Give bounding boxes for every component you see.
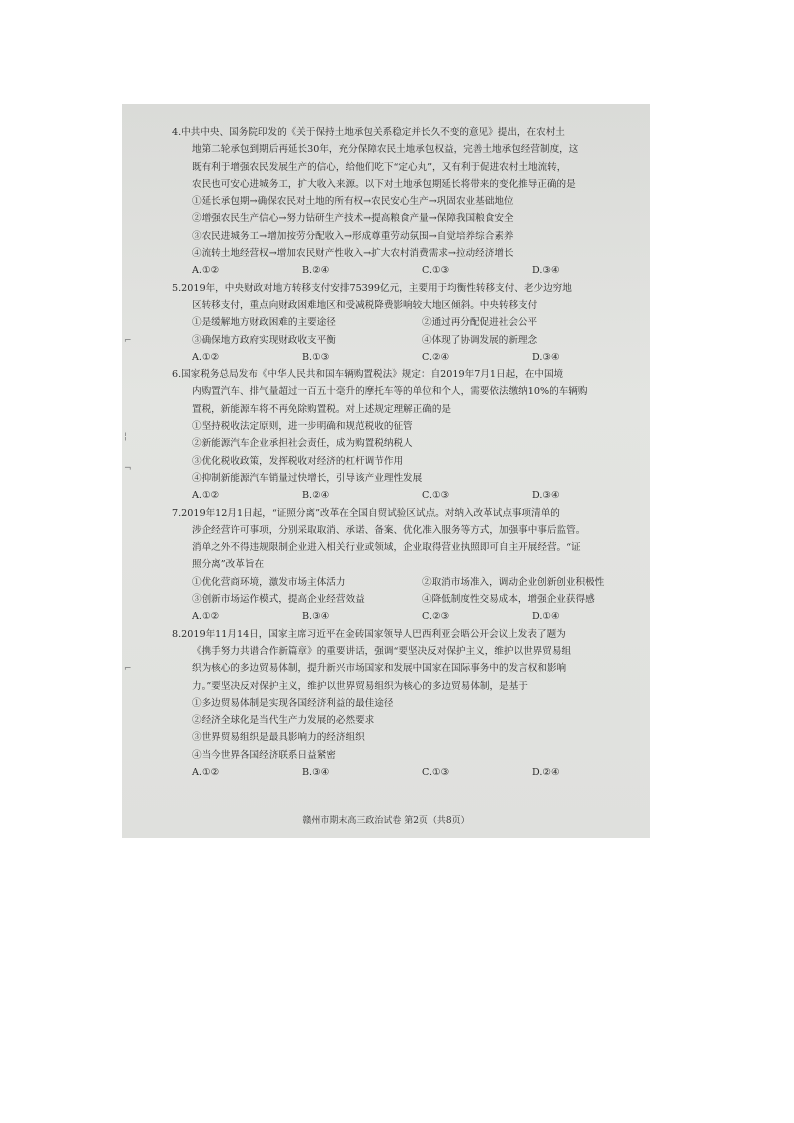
option-c: C.①③ — [422, 766, 450, 778]
margin-mark: ¬ — [124, 464, 132, 474]
question-stem-line: 内购置汽车、排气量超过一百五十毫升的摩托车等的单位和个人，需要依法缴纳10%的车辆购 — [192, 386, 588, 398]
choice-item: ②经济全球化是当代生产力发展的必然要求 — [192, 715, 375, 727]
choice-item: ③确保地方政府实现财政收支平衡 — [192, 334, 336, 346]
option-c: C.②③ — [422, 611, 450, 623]
choice-item: ②新能源汽车企业承担社会责任，成为购置税纳税人 — [192, 438, 413, 450]
choice-item: ③优化税收政策，发挥税收对经济的杠杆调节作用 — [192, 455, 404, 467]
margin-mark: ¦ — [124, 432, 128, 442]
question-stem-line: 涉企经营许可事项，分别采取取消、承诺、备案、优化准入服务等方式，加强事中事后监管。 — [192, 524, 586, 536]
choice-item: ④降低制度性交易成本，增强企业获得感 — [422, 594, 595, 606]
choice-pair — [172, 591, 650, 608]
choice-item: ②增强农民生产信心→努力钻研生产技术→提高粮食产量→保障我国粮食安全 — [192, 213, 514, 225]
answer-options — [172, 262, 650, 279]
scanned-page-photo — [122, 104, 650, 838]
question-7 — [172, 505, 650, 626]
question-stem-line: 置税，新能源车将不再免除购置税。对上述规定理解正确的是 — [192, 403, 452, 415]
choice-item: ④抑制新能源汽车销量过快增长，引导该产业理性发展 — [192, 472, 423, 484]
margin-mark: ⌐ — [124, 336, 132, 346]
choice-item: ③创新市场运作模式，提高企业经营效益 — [192, 594, 365, 606]
option-d: D.③④ — [532, 351, 560, 363]
answer-options — [172, 349, 650, 366]
choice-item: ①优化营商环境，激发市场主体活力 — [192, 576, 346, 588]
margin-mark: ⌐ — [124, 664, 132, 674]
question-stem-line: 8.2019年11月14日，国家主席习近平在金砖国家领导人巴西利亚会晤公开会议上发表了题为 — [172, 628, 566, 640]
answer-options — [172, 608, 650, 625]
question-stem-line: 7.2019年12月1日起，“证照分离”改革在全国自贸试验区试点。对纳入改革试点事项清单的 — [172, 507, 560, 519]
choice-pair — [172, 332, 650, 349]
question-5 — [172, 280, 650, 366]
question-stem-text: “证 — [566, 542, 581, 554]
option-a: A.①② — [192, 490, 220, 502]
option-c: C.①③ — [422, 265, 450, 277]
option-b: B.①③ — [302, 351, 330, 363]
choice-item: ④体现了协调发展的新理念 — [422, 334, 538, 346]
question-stem-text: 消单之外不得违规限制企业进入相关行业或领域，企业取得营业执照即可自主开展经营。 — [192, 542, 567, 554]
option-d: D.①④ — [532, 611, 560, 623]
choice-item: ①坚持税收法定原则，进一步明确和规范税收的征管 — [192, 421, 413, 433]
question-stem-line: 力。”要坚决反对保护主义，维护以世界贸易组织为核心的多边贸易体制，是基于 — [192, 680, 528, 692]
option-d: D.③④ — [532, 490, 560, 502]
choice-pair — [172, 314, 650, 331]
question-stem-line: 既有利于增强农民发展生产的信心，给他们吃下“定心丸”，又有利于促进农村土地流转， — [192, 161, 567, 173]
choice-pair — [172, 574, 650, 591]
choice-item: ②取消市场准入，调动企业创新创业积极性 — [422, 576, 605, 588]
question-stem-line: 区转移支付，重点向财政困难地区和受减税降费影响较大地区倾斜。中央转移支付 — [192, 299, 538, 311]
option-b: B.③④ — [302, 766, 330, 778]
question-stem-line: 照分离”改革旨在 — [192, 559, 265, 571]
option-d: D.③④ — [532, 265, 560, 277]
question-6 — [172, 366, 650, 504]
question-stem-line: 地第二轮承包到期后再延长30年，充分保障农民土地承包权益，完善土地承包经营制度，这 — [192, 144, 579, 156]
answer-options — [172, 487, 650, 504]
choice-item: ①多边贸易体制是实现各国经济利益的最佳途径 — [192, 697, 394, 709]
choice-item: ③世界贸易组织是最具影响力的经济组织 — [192, 732, 365, 744]
question-8 — [172, 626, 650, 782]
option-a: A.①② — [192, 265, 220, 277]
question-4 — [172, 124, 650, 280]
question-stem-line — [172, 539, 650, 556]
question-stem-line: 《携手努力共谱合作新篇章》的重要讲话，强调“要坚决反对保护主义，维护以世界贸易组 — [192, 645, 572, 657]
option-d: D.②④ — [532, 766, 560, 778]
option-b: B.③④ — [302, 611, 330, 623]
question-stem-line: 4.中共中央、国务院印发的《关于保持土地承包关系稳定并长久不变的意见》提出，在农村土 — [172, 127, 565, 138]
answer-options — [172, 764, 650, 781]
exam-sheet — [122, 104, 650, 838]
option-a: A.①② — [192, 766, 220, 778]
question-stem-line: 6.国家税务总局发布《中华人民共和国车辆购置税法》规定：自2019年7月1日起，在中国境 — [172, 369, 564, 381]
option-a: A.①② — [192, 351, 220, 363]
option-b: B.②④ — [302, 265, 330, 277]
question-stem-line: 5.2019年，中央财政对地方转移支付安排75399亿元，主要用于均衡性转移支付、老少边穷地 — [172, 282, 572, 294]
choice-item: ②通过再分配促进社会公平 — [422, 317, 538, 329]
question-stem-line: 农民也可安心进城务工，扩大收入来源。以下对土地承包期延长将带来的变化推导正确的是 — [192, 178, 576, 190]
option-a: A.①② — [192, 611, 220, 623]
choice-item: ④流转土地经营权→增加农民财产性收入→扩大农村消费需求→拉动经济增长 — [192, 248, 514, 260]
question-stem-line: 织为核心的多边贸易体制，提升新兴市场国家和发展中国家在国际事务中的发言权和影响 — [192, 663, 567, 675]
choice-item: ④当今世界各国经济联系日益紧密 — [192, 749, 336, 761]
option-c: C.①③ — [422, 490, 450, 502]
choice-item: ①是缓解地方财政困难的主要途径 — [192, 317, 336, 329]
page-footer: 赣州市期末高三政治试卷 第2页（共8页） — [302, 816, 470, 826]
choice-item: ③农民进城务工→增加按劳分配收入→形成尊重劳动氛围→自觉培养综合素养 — [192, 230, 514, 242]
option-b: B.②④ — [302, 490, 330, 502]
option-c: C.②④ — [422, 351, 450, 363]
choice-item: ①延长承包期→确保农民对土地的所有权→农民安心生产→巩固农业基础地位 — [192, 196, 514, 208]
